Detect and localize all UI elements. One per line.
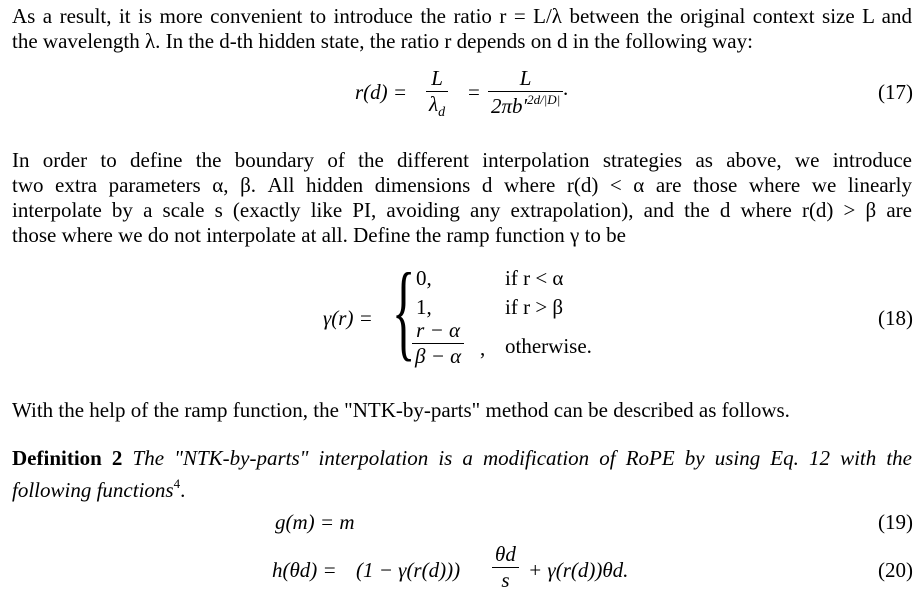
eq18-case-3-comma: , — [480, 336, 486, 360]
eq17-frac-2-numerator: L — [488, 66, 563, 92]
eq17-frac-2-denominator: 2πb′ — [491, 94, 528, 118]
definition-2 — [12, 446, 912, 503]
definition-text-line-2: following functions — [12, 478, 174, 502]
eq17-frac-1-subscript: d — [438, 105, 446, 120]
equation-19 — [0, 508, 917, 538]
definition-label: Definition 2 — [12, 446, 123, 470]
equation-17 — [0, 62, 917, 126]
paragraph-1 — [12, 4, 912, 54]
eq20-numerator: θd — [492, 542, 519, 568]
eq20-fraction — [492, 542, 519, 593]
eq20-part-2: + γ(r(d))θd. — [528, 558, 629, 582]
eq20-denominator: s — [501, 568, 510, 592]
left-brace: { — [392, 252, 416, 371]
eq17-lhs: r(d) = — [355, 80, 408, 104]
eq18-number: (18) — [878, 306, 913, 330]
paragraph-2-line-1: In order to define the boundary of the different interpolation strategies as above, we introduce — [12, 148, 912, 172]
paragraph-2-line-2: two extra parameters α, β. All hidden dimensions d where r(d) < α are those where we linearly — [12, 173, 912, 197]
eq17-frac-2 — [488, 66, 563, 119]
footnote-marker[interactable]: 4 — [173, 476, 181, 491]
eq17-number: (17) — [878, 80, 913, 104]
eq18-lhs: γ(r) = — [323, 306, 373, 330]
paragraph-1-line-1: As a result, it is more convenient to introduce the ratio r = L/λ between the original context size L and — [12, 4, 912, 28]
eq18-case-3-condition: otherwise. — [505, 334, 592, 358]
eq20-lhs: h(θd) = — [272, 558, 337, 582]
eq17-frac-1-denominator: λ — [429, 92, 439, 116]
eq18-case-3-fraction — [412, 318, 464, 369]
equation-18 — [0, 252, 917, 378]
paragraph-2-line-3: interpolate by a scale s (exactly like PI, avoiding any extrapolation), and the d where r(d) > β are — [12, 198, 912, 222]
eq18-case-2-condition: if r > β — [505, 295, 564, 319]
paragraph-2-line-4: those where we do not interpolate at all. Define the ramp function γ to be — [12, 223, 626, 247]
eq17-frac-1-numerator: L — [426, 66, 448, 92]
eq18-case-1-value: 0, — [416, 266, 432, 290]
eq19-content: g(m) = m — [275, 510, 355, 534]
definition-text-line-1: The "NTK-by-parts" interpolation is a modification of RoPE by using Eq. 12 with the — [132, 446, 913, 470]
paragraph-3 — [12, 398, 912, 423]
eq17-equals: = — [468, 80, 480, 104]
paragraph-2 — [12, 148, 912, 248]
eq20-number: (20) — [878, 558, 913, 582]
eq19-number: (19) — [878, 510, 913, 534]
paragraph-3-line-1: With the help of the ramp function, the "NTK-by-parts" method can be described as follows. — [12, 398, 790, 422]
eq18-case-3-denominator: β − α — [415, 344, 462, 368]
eq18-case-1-condition: if r < α — [505, 266, 564, 290]
definition-period: . — [180, 478, 186, 502]
eq18-case-2-value: 1, — [416, 295, 432, 319]
equation-20 — [0, 540, 917, 596]
eq17-period: . — [563, 76, 569, 100]
paragraph-1-line-2: the wavelength λ. In the d-th hidden state, the ratio r depends on d in the following way: — [12, 29, 753, 53]
eq17-frac-2-exponent: 2d/|D| — [527, 92, 561, 107]
eq17-frac-1 — [426, 66, 448, 121]
eq18-case-3-numerator: r − α — [412, 318, 464, 344]
eq20-part-1: (1 − γ(r(d))) — [356, 558, 461, 582]
